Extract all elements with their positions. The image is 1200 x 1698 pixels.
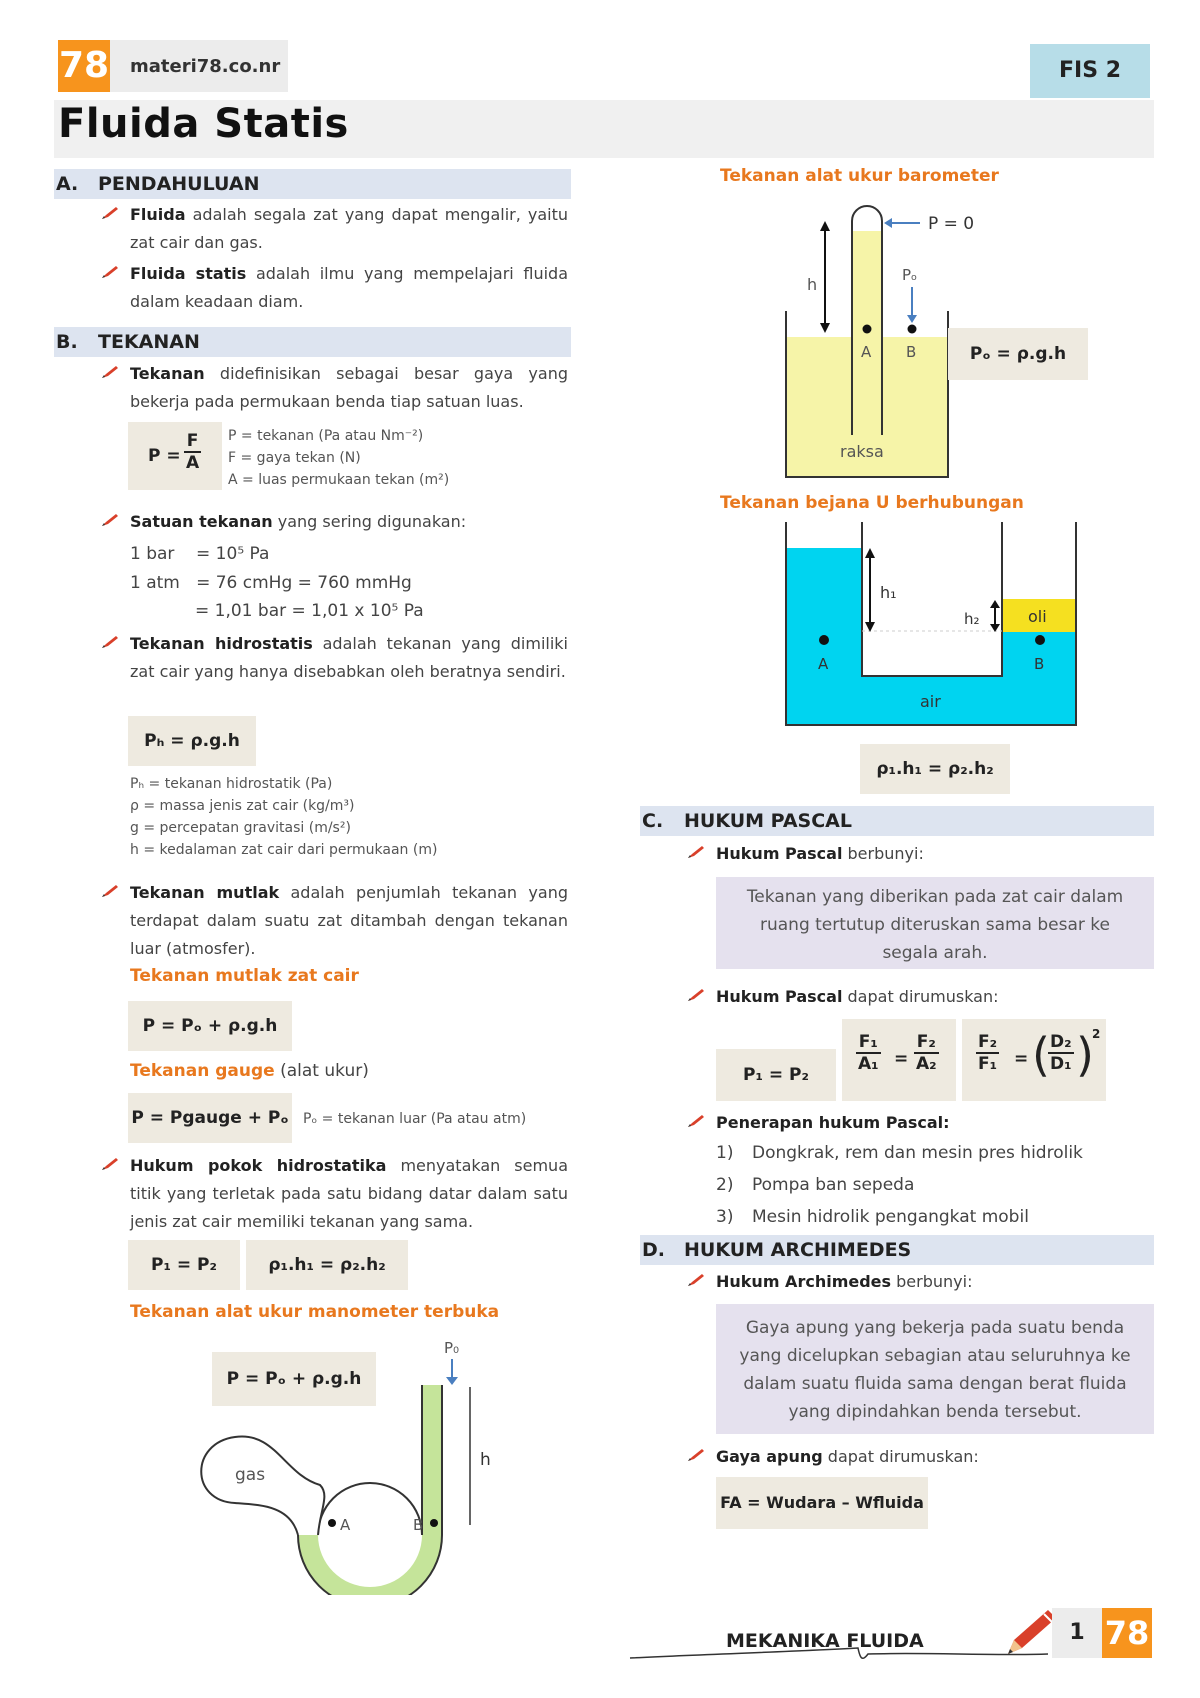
paren-right: ) bbox=[1076, 1028, 1094, 1082]
formula-pressure bbox=[128, 422, 222, 490]
term: Hukum pokok hidrostatika bbox=[130, 1156, 387, 1175]
utube-diagram bbox=[784, 522, 1084, 732]
section-title: HUKUM PASCAL bbox=[684, 810, 852, 832]
legend-line: P = tekanan (Pa atau Nm⁻²) bbox=[228, 428, 424, 444]
term: Hukum Pascal bbox=[716, 844, 843, 863]
bullet-archimedes bbox=[716, 1268, 1154, 1296]
text: adalah penjumlah tekanan yang terdapat dalam suatu zat ditambah dengan tekanan luar (atmosfer). bbox=[130, 883, 569, 958]
point-b bbox=[430, 1519, 438, 1527]
text: yang sering digunakan: bbox=[272, 512, 467, 531]
formula-hydrostatic: Pₕ = ρ.g.h bbox=[128, 716, 256, 766]
h1-arrow-top bbox=[865, 548, 875, 558]
h-arrow-top bbox=[820, 221, 830, 231]
section-letter: B. bbox=[56, 331, 78, 353]
point-a bbox=[863, 325, 872, 334]
point-b-label: B bbox=[906, 343, 917, 361]
point-b-label: B bbox=[1034, 655, 1045, 673]
pencil-bullet-icon bbox=[686, 844, 706, 860]
formula-manometer: P = Pₒ + ρ.g.h bbox=[212, 1352, 376, 1406]
subtitle-gauge-line bbox=[130, 1061, 369, 1081]
legend-line: A = luas permukaan tekan (m²) bbox=[228, 472, 450, 488]
bullet-fluida bbox=[130, 201, 568, 257]
h2-label: h₂ bbox=[964, 610, 980, 628]
fraction-f1-a1 bbox=[856, 1032, 881, 1074]
formula-pascal-p: P₁ = P₂ bbox=[716, 1049, 836, 1101]
formula-barometer: Pₒ = ρ.g.h bbox=[948, 328, 1088, 380]
h2-arrow-top bbox=[990, 600, 1000, 608]
term: Tekanan hidrostatis bbox=[130, 634, 313, 653]
numerator: F₂ bbox=[978, 1032, 998, 1052]
section-letter: D. bbox=[642, 1239, 665, 1261]
denominator: A bbox=[186, 453, 200, 473]
formula-lhs: P = bbox=[148, 446, 181, 466]
legend-line: F = gaya tekan (N) bbox=[228, 450, 361, 466]
utube-title: Tekanan bejana U berhubungan bbox=[720, 493, 1024, 513]
legend-hydrostatic bbox=[130, 773, 437, 861]
equals-sign: = bbox=[1014, 1049, 1029, 1069]
text: dapat dirumuskan: bbox=[842, 987, 999, 1006]
gas-label: gas bbox=[235, 1465, 266, 1485]
footer-logo: 78 bbox=[1102, 1608, 1152, 1658]
raksa-label: raksa bbox=[840, 442, 884, 461]
pencil-bullet-icon bbox=[100, 1156, 120, 1172]
h2-arrow-bottom bbox=[990, 624, 1000, 632]
term: Hukum Archimedes bbox=[716, 1272, 892, 1291]
text: menyatakan semua titik yang terletak pada satu bidang datar dalam satu jenis zat cair memiliki tekanan yang sama. bbox=[130, 1156, 568, 1231]
legend-pressure bbox=[228, 425, 449, 491]
bullet-satuan bbox=[130, 508, 568, 536]
point-b bbox=[908, 325, 917, 334]
exponent: 2 bbox=[1092, 1027, 1101, 1041]
subject-code: FIS 2 bbox=[1030, 44, 1150, 98]
bullet-pascal bbox=[716, 840, 1154, 868]
site-url: materi78.co.nr bbox=[130, 56, 281, 77]
text: dapat dirumuskan: bbox=[822, 1447, 979, 1466]
item-number: 3) bbox=[716, 1207, 734, 1227]
section-a-header bbox=[54, 169, 571, 199]
h-label: h bbox=[807, 275, 818, 294]
section-c-header bbox=[640, 806, 1154, 836]
pascal-statement bbox=[716, 877, 1154, 969]
water-label: air bbox=[920, 692, 941, 711]
bullet-hukum-pokok bbox=[130, 1152, 568, 1236]
numerator: F bbox=[184, 431, 201, 453]
section-title: TEKANAN bbox=[98, 331, 200, 353]
archimedes-quote-text: Gaya apung yang bekerja pada suatu benda yang dicelupkan sebagian atau seluruhnya ke dalam suatu fluida sama dengan berat fluida yang dipindahkan benda tersebut. bbox=[739, 1318, 1131, 1422]
footer-topic: MEKANIKA FLUIDA bbox=[726, 1630, 924, 1652]
pencil-bullet-icon bbox=[100, 883, 120, 899]
fraction-f2-f1 bbox=[976, 1032, 999, 1074]
item-text: Dongkrak, rem dan mesin pres hidrolik bbox=[752, 1143, 1083, 1163]
h1-label: h₁ bbox=[880, 583, 897, 602]
section-b-header bbox=[54, 327, 571, 357]
point-b-label: B bbox=[413, 1516, 424, 1534]
archimedes-statement bbox=[716, 1304, 1154, 1434]
bullet-penerapan bbox=[716, 1109, 1154, 1137]
point-a-label: A bbox=[861, 343, 872, 361]
p0-arrowhead bbox=[884, 218, 892, 228]
term: Gaya apung bbox=[716, 1447, 823, 1466]
gauge-note: Pₒ = tekanan luar (Pa atau atm) bbox=[303, 1111, 527, 1127]
bullet-tekanan bbox=[130, 360, 568, 416]
bullet-mutlak bbox=[130, 879, 568, 963]
legend-line: h = kedalaman zat cair dari permukaan (m) bbox=[130, 842, 438, 858]
term: Satuan tekanan bbox=[130, 512, 273, 531]
point-a-label: A bbox=[340, 1516, 351, 1534]
fraction-f2-a2 bbox=[914, 1032, 939, 1074]
unit-bar: 1 bar = 10⁵ Pa bbox=[130, 544, 270, 564]
pascal-applications bbox=[716, 1139, 1083, 1235]
brand-logo: 78 bbox=[58, 40, 110, 92]
oil-label: oli bbox=[1028, 607, 1047, 626]
formula-gauge: P = Pgauge + Pₒ bbox=[128, 1093, 292, 1143]
section-title: HUKUM ARCHIMEDES bbox=[684, 1239, 912, 1261]
point-a bbox=[819, 635, 829, 645]
po-label: P₀ bbox=[444, 1339, 460, 1357]
manometer-diagram bbox=[180, 1335, 540, 1595]
list-item bbox=[716, 1203, 1083, 1235]
section-letter: C. bbox=[642, 810, 664, 832]
term: Penerapan hukum Pascal: bbox=[716, 1113, 950, 1132]
item-number: 1) bbox=[716, 1143, 734, 1163]
numerator: F₁ bbox=[856, 1032, 881, 1054]
h-label: h bbox=[480, 1450, 491, 1470]
pencil-bullet-icon bbox=[100, 512, 120, 528]
list-item bbox=[716, 1139, 1083, 1171]
text: adalah ilmu yang mempelajari fluida dalam keadaan diam. bbox=[130, 264, 569, 311]
numerator: D₂ bbox=[1050, 1032, 1072, 1052]
section-title: PENDAHULUAN bbox=[98, 173, 260, 195]
subtitle-manometer: Tekanan alat ukur manometer terbuka bbox=[130, 1302, 500, 1322]
paren-left: ( bbox=[1032, 1028, 1050, 1082]
page-number: 1 bbox=[1052, 1608, 1102, 1658]
point-a-label: A bbox=[818, 655, 829, 673]
term: Fluida bbox=[130, 205, 186, 224]
po-label: Pₒ bbox=[902, 266, 918, 284]
bullet-fluida-statis bbox=[130, 260, 568, 316]
pencil-bullet-icon bbox=[100, 264, 120, 280]
fraction bbox=[184, 431, 201, 473]
po-arrowhead bbox=[446, 1377, 458, 1385]
term: Tekanan bbox=[130, 364, 205, 383]
pencil-bullet-icon bbox=[686, 987, 706, 1003]
legend-line: ρ = massa jenis zat cair (kg/m³) bbox=[130, 798, 355, 814]
subtitle-gauge-rest: (alat ukur) bbox=[274, 1061, 369, 1081]
pencil-bullet-icon bbox=[100, 205, 120, 221]
equals-sign: = bbox=[894, 1049, 909, 1069]
formula-absolute: P = Pₒ + ρ.g.h bbox=[128, 1001, 292, 1051]
numerator: F₂ bbox=[914, 1032, 939, 1054]
section-letter: A. bbox=[56, 173, 79, 195]
denominator: F₁ bbox=[978, 1054, 998, 1074]
pencil-bullet-icon bbox=[100, 364, 120, 380]
denominator: A₁ bbox=[858, 1054, 879, 1074]
bullet-pascal-formula bbox=[716, 983, 1154, 1011]
denominator: D₁ bbox=[1050, 1054, 1072, 1074]
denominator: A₂ bbox=[916, 1054, 937, 1074]
pencil-bullet-icon bbox=[686, 1447, 706, 1463]
pencil-bullet-icon bbox=[100, 634, 120, 650]
legend-line: Pₕ = tekanan hidrostatik (Pa) bbox=[130, 776, 333, 792]
text: berbunyi: bbox=[842, 844, 924, 863]
item-text: Pompa ban sepeda bbox=[752, 1175, 915, 1195]
pascal-quote-text: Tekanan yang diberikan pada zat cair dalam ruang tertutup diteruskan sama besar ke segala arah. bbox=[746, 887, 1124, 963]
subtitle-mutlak: Tekanan mutlak zat cair bbox=[130, 966, 359, 986]
p0-label: P = 0 bbox=[928, 214, 975, 234]
bullet-hidrostatis bbox=[130, 630, 568, 686]
formula-utube: ρ₁.h₁ = ρ₂.h₂ bbox=[860, 744, 1010, 794]
formula-buoyancy: FA = Wudara – Wfluida bbox=[716, 1477, 928, 1529]
text: adalah tekanan yang dimiliki zat cair yang hanya disebabkan oleh beratnya sendiri. bbox=[130, 634, 569, 681]
page-title: Fluida Statis bbox=[58, 101, 349, 147]
legend-line: g = percepatan gravitasi (m/s²) bbox=[130, 820, 351, 836]
item-number: 2) bbox=[716, 1175, 734, 1195]
point-b bbox=[1035, 635, 1045, 645]
fraction-d2-d1 bbox=[1048, 1032, 1074, 1074]
gas-bulb bbox=[201, 1436, 324, 1535]
formula-pascal-fd bbox=[962, 1019, 1106, 1101]
section-d-header bbox=[640, 1235, 1154, 1265]
pencil-icon bbox=[1000, 1604, 1060, 1662]
term: Tekanan mutlak bbox=[130, 883, 280, 902]
pencil-bullet-icon bbox=[686, 1272, 706, 1288]
bullet-gaya-apung bbox=[716, 1443, 1154, 1471]
h1-arrow-bottom bbox=[865, 622, 875, 632]
term: Hukum Pascal bbox=[716, 987, 843, 1006]
h-arrow-bottom bbox=[820, 323, 830, 333]
text: didefinisikan sebagai besar gaya yang bekerja pada permukaan benda tiap satuan luas. bbox=[130, 364, 568, 411]
term: Fluida statis bbox=[130, 264, 247, 283]
formula-rho-h: ρ₁.h₁ = ρ₂.h₂ bbox=[246, 1240, 408, 1290]
list-item bbox=[716, 1171, 1083, 1203]
formula-p1p2: P₁ = P₂ bbox=[128, 1240, 240, 1290]
subtitle-gauge: Tekanan gauge bbox=[130, 1061, 275, 1081]
text: adalah segala zat yang dapat mengalir, yaitu zat cair dan gas. bbox=[130, 205, 568, 252]
unit-atm-bar: = 1,01 bar = 1,01 x 10⁵ Pa bbox=[195, 601, 424, 621]
unit-atm: 1 atm = 76 cmHg = 760 mmHg bbox=[130, 573, 412, 593]
point-a bbox=[328, 1519, 336, 1527]
po-arrowhead bbox=[907, 315, 917, 323]
barometer-title: Tekanan alat ukur barometer bbox=[720, 166, 999, 186]
text: berbunyi: bbox=[891, 1272, 973, 1291]
pencil-bullet-icon bbox=[686, 1113, 706, 1129]
formula-pascal-fa bbox=[842, 1019, 956, 1101]
item-text: Mesin hidrolik pengangkat mobil bbox=[752, 1207, 1029, 1227]
